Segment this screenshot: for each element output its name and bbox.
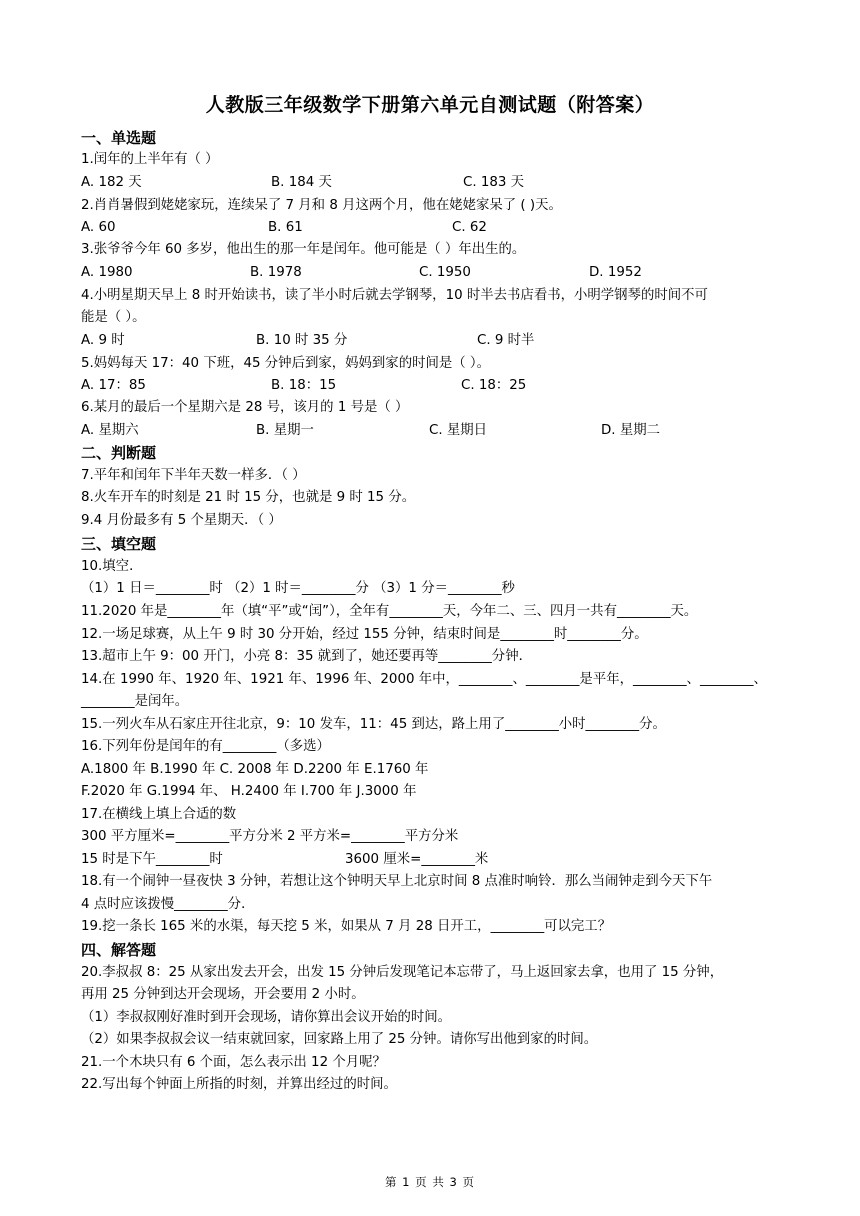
- question-1-option-a: A. 182 天: [81, 175, 142, 190]
- question-6-option-a: A. 星期六: [81, 423, 139, 438]
- question-4-option-c: C. 9 时半: [477, 333, 535, 348]
- question-4-stem-line-1: 4.小明星期天早上 8 时开始读书，读了半小时后就去学钢琴，10 时半去书店看书，小明学钢琴的时间不可: [81, 288, 708, 303]
- question-3-option-a: A. 1980: [81, 265, 133, 280]
- question-17-row-2b: 3600 厘米=________米: [345, 852, 489, 867]
- question-3-option-b: B. 1978: [250, 265, 302, 280]
- question-7: 7.平年和闰年下半年天数一样多．（ ）: [81, 468, 306, 483]
- section-heading-true-false: 二、判断题: [81, 444, 157, 462]
- question-11: 11.2020 年是________年（填“平”或“闰”），全年有________天，今年二、三、四月一共有________天。: [81, 604, 698, 619]
- question-6-option-d: D. 星期二: [601, 423, 660, 438]
- question-20-sub-1: （1）李叔叔刚好准时到开会现场，请你算出会议开始的时间。: [81, 1010, 452, 1025]
- question-2-option-a: A. 60: [81, 220, 116, 235]
- question-8: 8.火车开车的时刻是 21 时 15 分，也就是 9 时 15 分。: [81, 490, 416, 505]
- question-14-line-2: ________是闰年。: [81, 694, 189, 709]
- question-15: 15.一列火车从石家庄开往北京，9：10 发车，11：45 到达，路上用了________小时________分。: [81, 717, 666, 732]
- question-5-stem: 5.妈妈每天 17：40 下班，45 分钟后到家，妈妈到家的时间是（ ）。: [81, 356, 490, 371]
- question-2-stem: 2.肖肖暑假到姥姥家玩，连续呆了 7 月和 8 月这两个月，他在姥姥家呆了 ( )天。: [81, 198, 562, 213]
- question-6-option-b: B. 星期一: [256, 423, 314, 438]
- question-1-option-b: B. 184 天: [271, 175, 332, 190]
- question-18-line-2: 4 点时应该拨慢________分．: [81, 897, 255, 912]
- question-4-option-a: A. 9 时: [81, 333, 125, 348]
- question-4-stem-line-2: 能是（ ）。: [81, 310, 146, 325]
- section-heading-fill-blank: 三、填空题: [81, 535, 157, 553]
- question-17-row-2a: 15 时是下午________时: [81, 852, 223, 867]
- question-2-option-c: C. 62: [452, 220, 487, 235]
- question-22: 22.写出每个钟面上所指的时刻，并算出经过的时间。: [81, 1077, 397, 1092]
- question-16-stem: 16.下列年份是闰年的有________（多选）: [81, 739, 330, 754]
- question-3-option-c: C. 1950: [419, 265, 471, 280]
- question-10-stem: 10.填空．: [81, 559, 143, 574]
- question-2-option-b: B. 61: [268, 220, 303, 235]
- question-20-line-1: 20.李叔叔 8：25 从家出发去开会，出发 15 分钟后发现笔记本忘带了，马上返回家去拿，也用了 15 分钟，: [81, 965, 724, 980]
- question-1-stem: 1.闰年的上半年有（ ）: [81, 152, 219, 167]
- question-1-option-c: C. 183 天: [463, 175, 525, 190]
- question-10-body: （1）1 日＝________时 （2）1 时＝________分 （3）1 分＝________秒: [81, 581, 515, 596]
- question-14-line-1: 14.在 1990 年、1920 年、1921 年、1996 年、2000 年中，________、________是平年，________、________、: [81, 672, 767, 687]
- question-5-option-b: B. 18：15: [271, 378, 337, 393]
- document-title: 人教版三年级数学下册第六单元自测试题（附答案）: [205, 94, 655, 116]
- question-19: 19.挖一条长 165 米的水渠，每天挖 5 米，如果从 7 月 28 日开工，________可以完工？: [81, 919, 612, 934]
- page-footer: 第 1 页 共 3 页: [385, 1175, 475, 1189]
- question-6-option-c: C. 星期日: [429, 423, 488, 438]
- question-3-option-d: D. 1952: [589, 265, 642, 280]
- question-5-option-c: C. 18：25: [461, 378, 527, 393]
- question-16-options-row-2: F.2020 年 G.1994 年、 H.2400 年 I.700 年 J.3000 年: [81, 784, 417, 799]
- question-4-option-b: B. 10 时 35 分: [256, 333, 348, 348]
- question-3-stem: 3.张爷爷今年 60 多岁，他出生的那一年是闰年。他可能是（ ）年出生的。: [81, 242, 526, 257]
- question-20-sub-2: （2）如果李叔叔会议一结束就回家，回家路上用了 25 分钟。请你写出他到家的时间。: [81, 1032, 598, 1047]
- question-13: 13.超市上午 9：00 开门，小亮 8：35 就到了，她还要再等________分钟．: [81, 649, 532, 664]
- section-heading-word-problems: 四、解答题: [81, 941, 157, 959]
- question-12: 12.一场足球赛，从上午 9 时 30 分开始，经过 155 分钟，结束时间是________时________分。: [81, 627, 648, 642]
- question-16-options-row-1: A.1800 年 B.1990 年 C. 2008 年 D.2200 年 E.1760 年: [81, 762, 429, 777]
- question-21: 21.一个木块只有 6 个面，怎么表示出 12 个月呢？: [81, 1055, 386, 1070]
- section-heading-single-choice: 一、单选题: [81, 129, 157, 147]
- question-5-option-a: A. 17：85: [81, 378, 146, 393]
- question-18-line-1: 18.有一个闹钟一昼夜快 3 分钟，若想让这个钟明天早上北京时间 8 点准时响铃．那么当闹钟走到今天下午: [81, 874, 713, 889]
- question-17-row-1: 300 平方厘米=________平方分米 2 平方米=________平方分米: [81, 829, 459, 844]
- question-6-stem: 6.某月的最后一个星期六是 28 号，该月的 1 号是（ ）: [81, 400, 409, 415]
- question-20-line-2: 再用 25 分钟到达开会现场，开会要用 2 小时。: [81, 987, 365, 1002]
- question-9: 9.4 月份最多有 5 个星期天．（ ）: [81, 513, 282, 528]
- question-17-stem: 17.在横线上填上合适的数: [81, 807, 237, 822]
